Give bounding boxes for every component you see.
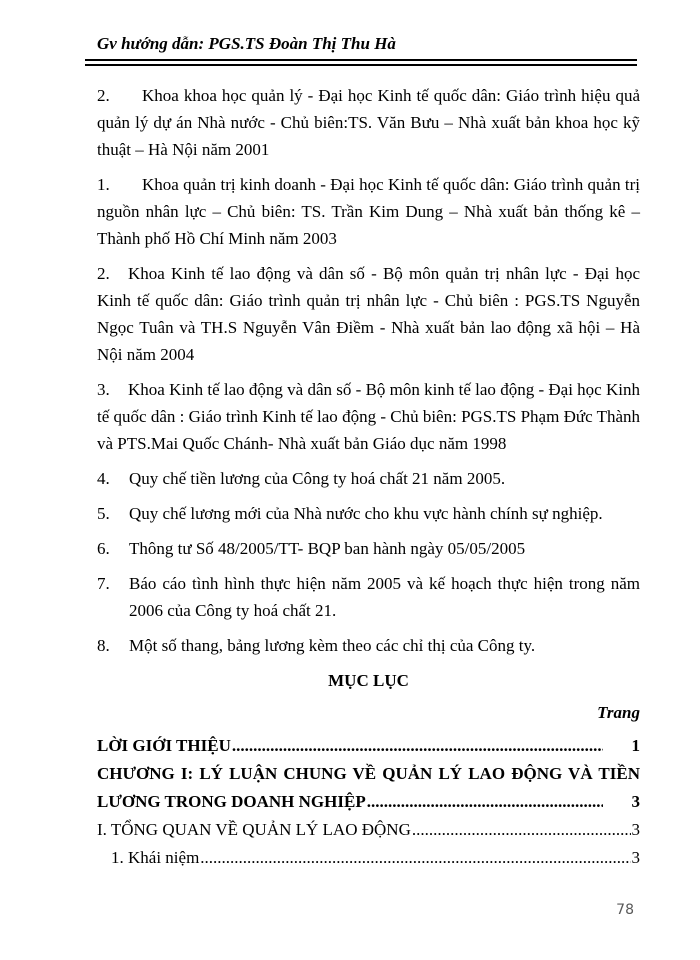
dot-leader <box>232 732 603 760</box>
reference-text: Thông tư Số 48/2005/TT- BQP ban hành ngày 05/05/2005 <box>129 539 526 558</box>
toc-entry-label: I. TỔNG QUAN VỀ QUẢN LÝ LAO ĐỘNG <box>97 820 411 839</box>
reference-item <box>97 570 640 624</box>
reference-number: 7. <box>97 574 110 593</box>
reference-item <box>97 260 640 368</box>
reference-text: Quy chế lương mới của Nhà nước cho khu vực hành chính sự nghiệp. <box>129 504 603 523</box>
toc-entry-label: LỜI GIỚI THIỆU <box>97 736 231 755</box>
reference-text: Quy chế tiền lương của Công ty hoá chất 21 năm 2005. <box>129 469 506 488</box>
reference-item <box>97 632 640 659</box>
toc-entry <box>97 844 640 872</box>
reference-number: 1. <box>97 175 110 194</box>
reference-number: 8. <box>97 636 110 655</box>
toc-entry-page: 1 <box>631 736 640 755</box>
reference-number: 6. <box>97 539 110 558</box>
reference-number: 3. <box>97 380 110 399</box>
toc-entry-label: LƯƠNG TRONG DOANH NGHIỆP <box>97 792 366 811</box>
reference-text: Báo cáo tình hình thực hiện năm 2005 và kế hoạch thực hiện trong năm 2006 của Công ty hoá chất 21. <box>129 574 640 620</box>
toc-entry-line1: CHƯƠNG I: LÝ LUẬN CHUNG VỀ QUẢN LÝ LAO ĐỘNG VÀ TIỀN <box>97 764 640 783</box>
page-number: 78 <box>616 902 634 918</box>
toc-entry <box>97 732 640 760</box>
toc-entry-label: 1. Khái niệm <box>111 848 200 867</box>
reference-item <box>97 171 640 252</box>
reference-item <box>97 82 640 163</box>
reference-item <box>97 535 640 562</box>
toc-page-column-label: Trang <box>597 703 640 722</box>
dot-leader <box>200 844 630 872</box>
reference-number: 2. <box>97 264 110 283</box>
reference-text: Khoa khoa học quản lý - Đại học Kinh tế quốc dân: Giáo trình hiệu quả quản lý dự án Nhà nước - Chủ biên:TS. Văn Bưu – Nhà xuất bản khoa học kỹ thuật – Hà Nội năm 2001 <box>97 86 640 159</box>
reference-item <box>97 500 640 527</box>
table-of-contents <box>97 667 640 872</box>
toc-title: MỤC LỤC <box>328 671 409 690</box>
reference-number: 5. <box>97 504 110 523</box>
reference-item <box>97 465 640 492</box>
toc-entry-page: 3 <box>631 820 640 839</box>
reference-number: 4. <box>97 469 110 488</box>
references-list <box>97 82 640 659</box>
toc-entry <box>97 816 640 844</box>
reference-text: Khoa Kinh tế lao động và dân số - Bộ môn kinh tế lao động - Đại học Kinh tế quốc dân : Giáo trình Kinh tế lao động - Chủ biên: PGS.TS Phạm Đức Thành và PTS.Mai Quốc Chánh- Nhà xuất bản Giáo dục năm 1998 <box>97 380 640 453</box>
toc-entry-page: 3 <box>631 792 640 811</box>
reference-text: Khoa Kinh tế lao động và dân số - Bộ môn quản trị nhân lực - Đại học Kinh tế quốc dân: Giáo trình quản trị nhân lực - Chủ biên : PGS.TS Nguyễn Ngọc Tuân và TH.S Nguyễn Vân Điềm - Nhà xuất bản lao động xã hội – Hà Nội năm 2004 <box>97 264 640 364</box>
reference-text: Khoa quản trị kinh doanh - Đại học Kinh tế quốc dân: Giáo trình quản trị nguồn nhân lực – Chủ biên: TS. Trần Kim Dung – Nhà xuất bản thống kê – Thành phố Hồ Chí Minh năm 2003 <box>97 175 640 248</box>
reference-item <box>97 376 640 457</box>
toc-entries <box>97 732 640 872</box>
toc-entry-page: 3 <box>631 848 640 867</box>
reference-text: Một số thang, bảng lương kèm theo các chỉ thị của Công ty. <box>129 636 536 655</box>
header-supervisor-label: Gv hướng dẫn: PGS.TS Đoàn Thị Thu Hà <box>97 34 396 53</box>
header-double-rule <box>85 59 637 66</box>
dot-leader <box>412 816 631 844</box>
toc-entry <box>97 788 640 816</box>
reference-number: 2. <box>97 86 110 105</box>
dot-leader <box>367 788 603 816</box>
